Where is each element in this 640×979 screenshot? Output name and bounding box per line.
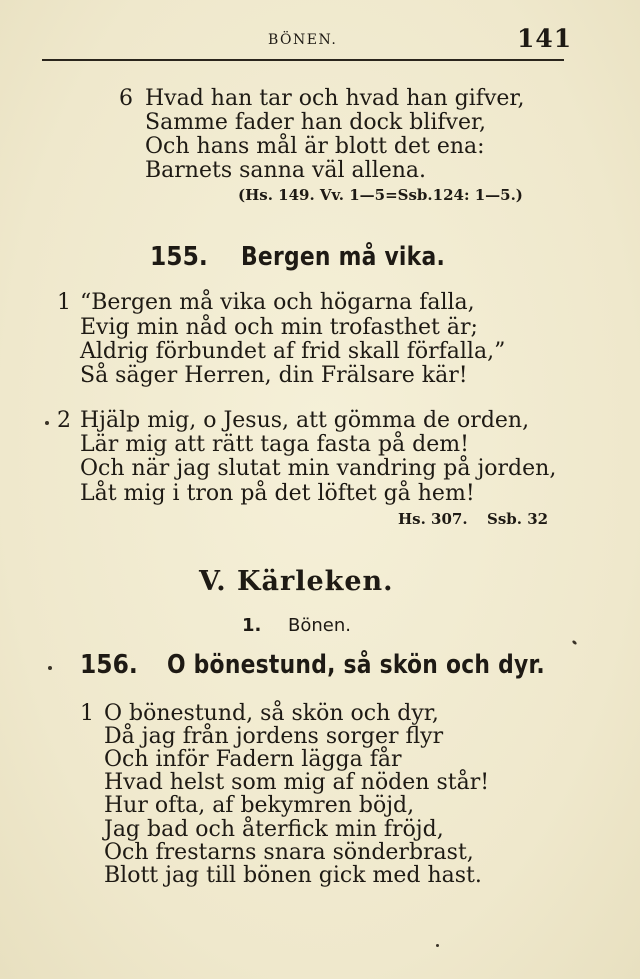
running-head: BÖNEN. <box>268 32 338 48</box>
ink-speck <box>48 666 52 670</box>
verse-line: Evig min nåd och min trofasthet är; <box>80 315 478 340</box>
verse-line: Jag bad och återfick min fröjd, <box>104 817 444 842</box>
section-title: V. Kärleken. <box>199 566 394 597</box>
page-number: 141 <box>517 24 573 53</box>
verse-line: Och inför Fadern lägga får <box>104 747 402 772</box>
hymn-number: 155. <box>150 242 208 272</box>
verse-number: 6 <box>119 86 133 111</box>
verse-line: Då jag från jordens sorger flyr <box>104 724 444 749</box>
hymn-reference-hs: Hs. 307. <box>398 510 468 528</box>
verse-line: Blott jag till bönen gick med hast. <box>104 863 482 888</box>
verse-line: Så säger Herren, din Frälsare kär! <box>80 363 468 388</box>
verse-number: 1 <box>57 290 71 315</box>
sub-section-title: Bönen. <box>288 615 351 636</box>
hymn-title: O bönestund, så skön och dyr. <box>167 650 545 680</box>
verse-line: Hvad han tar och hvad han gifver, <box>145 86 525 111</box>
hymn-reference: (Hs. 149. Vv. 1—5=Ssb.124: 1—5.) <box>238 186 523 204</box>
verse-line: Låt mig i tron på det löftet gå hem! <box>80 481 475 506</box>
verse-line: Hur ofta, af bekymren böjd, <box>104 793 415 818</box>
verse-line: Och när jag slutat min vandring på jorden, <box>80 456 557 481</box>
verse-line: Hjälp mig, o Jesus, att gömma de orden, <box>80 408 530 433</box>
verse-number: 1 <box>80 701 94 726</box>
verse-line: Lär mig att rätt taga fasta på dem! <box>80 432 469 457</box>
sub-section-number: 1. <box>242 615 262 636</box>
ink-speck <box>45 421 49 425</box>
verse-number: 2 <box>57 408 71 433</box>
ink-speck <box>572 640 578 646</box>
verse-line: “Bergen må vika och högarna falla, <box>80 290 475 315</box>
hymn-reference-ssb: Ssb. 32 <box>487 510 549 528</box>
verse-line: Barnets sanna väl allena. <box>145 158 427 183</box>
ink-speck <box>436 944 439 947</box>
header-rule <box>42 59 564 61</box>
verse-line: Samme fader han dock blifver, <box>145 110 487 135</box>
verse-line: Aldrig förbundet af frid skall förfalla,” <box>80 339 506 364</box>
hymn-number: 156. <box>80 650 138 680</box>
verse-line: Hvad helst som mig af nöden står! <box>104 770 490 795</box>
verse-line: Och frestarns snara sönderbrast, <box>104 840 474 865</box>
hymn-title: Bergen må vika. <box>241 242 445 272</box>
verse-line: Och hans mål är blott det ena: <box>145 134 485 159</box>
verse-line: O bönestund, så skön och dyr, <box>104 701 439 726</box>
